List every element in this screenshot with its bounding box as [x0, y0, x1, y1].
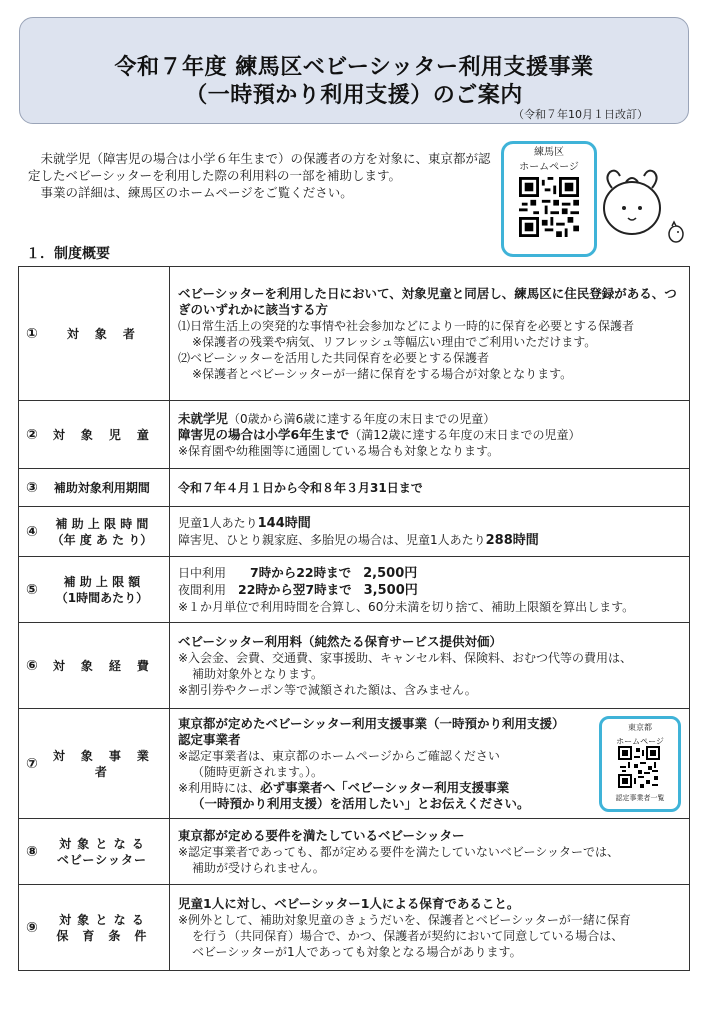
- row-content-4: [170, 507, 690, 557]
- r4-l1-pre: 児童1人あたり: [178, 515, 258, 530]
- row-number: ④: [26, 523, 38, 540]
- intro-paragraph-1: [28, 150, 498, 184]
- r7-n2-pre: ※利用時には、: [178, 780, 261, 795]
- r6-note-1b: 補助対象外となります。: [192, 666, 324, 681]
- row-number: ⑦: [26, 755, 38, 772]
- r7-note-1b: （随時更新されます。）。: [192, 764, 324, 779]
- r5-label-1: 補 助 上 限 額: [63, 574, 141, 589]
- r9-note-1c: ベビーシッターが1人であっても対象となる場合があります。: [192, 944, 522, 959]
- r6-lead: ベビーシッター利用料（純然たる保育サービス提供対価）: [178, 633, 503, 649]
- tokyo-qr-caption-2: ホームページ: [616, 736, 664, 746]
- row-label-text: 対 象 児 童: [52, 427, 151, 442]
- row-label-7: [19, 709, 170, 819]
- r2-a-bold: 未就学児: [178, 410, 229, 426]
- r7-note-1: ※認定事業者は、東京都のホームページからご確認ください: [178, 748, 500, 763]
- row-number: ②: [26, 426, 38, 443]
- row-label-text: 補助対象利用期間: [53, 480, 150, 495]
- qr-code-icon[interactable]: [519, 177, 579, 237]
- row-number: ①: [26, 325, 38, 342]
- r4-label-1: 補 助 上 限 時 間: [55, 516, 149, 531]
- row-content-9: [170, 885, 690, 971]
- r5-day: [178, 565, 681, 582]
- r9-lead: 児童1人に対し、ベビーシッター1人による保育であること。: [178, 895, 520, 911]
- row-content-5: [170, 557, 690, 623]
- table-row: [19, 267, 690, 401]
- r5-night: [178, 582, 681, 599]
- r1-line-3: ⑵ベビーシッターを活用した共同保育を必要とする保護者: [178, 350, 490, 365]
- r7-note-2b: （一時預かり利用支援）を活用したい」とお伝えください。: [192, 795, 530, 811]
- row-number: ⑨: [26, 919, 38, 936]
- row-label-4: [19, 507, 170, 557]
- intro-text: [28, 150, 498, 201]
- r4-label-2: （年 度 あ た り）: [51, 532, 153, 547]
- r3-text: 令和７年４月１日から令和８年３月31日まで: [170, 469, 690, 507]
- row-label-text: 対 象 者: [66, 326, 137, 341]
- row-label-text: [44, 836, 160, 868]
- row-content-7: [170, 709, 690, 819]
- row-label-6: [19, 623, 170, 709]
- r7-lead-1: 東京都が定めたベビーシッター利用支援事業（一時預かり利用支援）: [178, 715, 565, 731]
- r6-note-2: ※割引券やクーポン等で減額された額は、含みません。: [178, 682, 477, 697]
- r9-note-1: ※例外として、補助対象児童のきょうだいを、保護者とベビーシッターが一緒に保育: [178, 912, 631, 927]
- row-label-text: [44, 516, 160, 548]
- table-row: [19, 469, 690, 507]
- r6-note-1: ※入会金、会費、交通費、家事援助、キャンセル料、保険料、おむつ代等の費用は、: [178, 650, 633, 665]
- row-label-2: [19, 401, 170, 469]
- table-row: [19, 507, 690, 557]
- row-label-1: [19, 267, 170, 401]
- row-content-1: [170, 267, 690, 401]
- row-number: ⑤: [26, 581, 38, 598]
- row-number: ⑧: [26, 843, 38, 860]
- r1-line-4: ※保護者とベビーシッターが一緒に保育をする場合が対象となります。: [192, 366, 573, 381]
- qr-code-icon[interactable]: [618, 746, 660, 788]
- r5-label-2: （1時間あたり）: [55, 590, 149, 605]
- row-content-2: [170, 401, 690, 469]
- row-label-8: [19, 819, 170, 885]
- r2-line-2: [178, 427, 681, 443]
- r7-n2-bold: 必ず事業者へ「ベビーシッター利用支援事業: [260, 779, 510, 795]
- r5-night-time: 22時から翌7時まで: [238, 581, 352, 597]
- page-title: 令和７年度 練馬区ベビーシッター利用支援事業: [114, 55, 594, 80]
- ward-qr-caption-1: 練馬区: [534, 147, 564, 158]
- intro-p2: 事業の詳細は、練馬区のホームページをご覧ください。: [40, 185, 353, 200]
- row-content-6: [170, 623, 690, 709]
- r9-note-1b: を行う（共同保育）場合で、かつ、保護者が契約において同意している場合は、: [192, 928, 624, 943]
- r5-night-amount: 3,500円: [363, 582, 418, 598]
- title-box: [19, 17, 689, 124]
- r2-note: ※保育園や幼稚園等に通園している場合も対象となります。: [178, 443, 500, 458]
- tokyo-qr-card[interactable]: [599, 716, 681, 812]
- row-label-text: 対 象 経 費: [52, 658, 151, 673]
- table-row: [19, 401, 690, 469]
- r5-day-time: 7時から22時まで: [250, 564, 352, 580]
- table-row: [19, 885, 690, 971]
- r2-b-rest: （満12歳に達する年度の末日までの児童）: [349, 427, 581, 442]
- row-label-5: [19, 557, 170, 623]
- r4-l2-pre: 障害児、ひとり親家庭、多胎児の場合は、児童1人あたり: [178, 532, 486, 547]
- overview-table: [18, 266, 690, 971]
- table-row: [19, 557, 690, 623]
- r8-note-1: ※認定事業者であっても、都が定める要件を満たしていないベビーシッターでは、: [178, 844, 619, 859]
- ward-qr-card[interactable]: [501, 141, 597, 257]
- r7-lead-2: 認定事業者: [178, 731, 241, 747]
- row-number: ③: [26, 479, 38, 496]
- tokyo-qr-footer: 認定事業者一覧: [615, 793, 665, 802]
- r5-day-label: 日中利用: [178, 565, 227, 580]
- row-label-text: [44, 574, 160, 606]
- tokyo-qr-caption-1: 東京都: [628, 722, 652, 732]
- r4-l1-val: 144時間: [257, 515, 311, 531]
- r9-label-2: 保 育 条 件: [56, 928, 148, 943]
- intro-paragraph-2: [28, 184, 498, 201]
- r1-line-2: ※保護者の残業や病気、リフレッシュ等幅広い理由でご利用いただけます。: [192, 334, 597, 349]
- table-row: [19, 819, 690, 885]
- ward-qr-caption-2: ホームページ: [519, 162, 579, 173]
- r4-line-1: [178, 515, 681, 532]
- row-label-3: [19, 469, 170, 507]
- row-label-9: [19, 885, 170, 971]
- r1-lead: ベビーシッターを利用した日において、対象児童と同居し、練馬区に住民登録がある、つぎのいずれかに該当する方: [178, 285, 677, 317]
- row-content-8: [170, 819, 690, 885]
- page-subtitle: （一時預かり利用支援）のご案内: [185, 83, 523, 108]
- section-heading: １．制度概要: [26, 246, 110, 262]
- mascot-illustration: [600, 168, 690, 248]
- r4-line-2: [178, 532, 681, 549]
- r2-a-rest: （0歳から満6歳に達する年度の末日までの児童）: [228, 411, 496, 426]
- row-label-text: 対 象 事 業 者: [52, 748, 165, 779]
- r8-lead: 東京都が定める要件を満たしているベビーシッター: [178, 827, 465, 843]
- r5-note: ※１か月単位で利用時間を合算し、60分未満を切り捨て、補助上限額を算出します。: [178, 599, 635, 614]
- r5-day-amount: 2,500円: [363, 565, 418, 581]
- r8-label-2: ベビーシッター: [56, 852, 147, 867]
- r5-night-label: 夜間利用: [178, 582, 227, 597]
- r2-line-1: [178, 411, 681, 427]
- r1-line-1: ⑴日常生活上の突発的な事情や社会参加などにより一時的に保育を必要とする保護者: [178, 318, 635, 333]
- row-label-text: [44, 912, 160, 944]
- r4-l2-val: 288時間: [485, 532, 539, 548]
- table-row: [19, 709, 690, 819]
- r2-b-bold: 障害児の場合は小学6年生まで: [178, 426, 350, 442]
- table-row: [19, 623, 690, 709]
- r8-note-1b: 補助が受けられません。: [192, 860, 325, 875]
- r9-label-1: 対 象 と な る: [59, 912, 145, 927]
- revision-note: （令和７年10月１日改訂）: [513, 108, 648, 121]
- row-number: ⑥: [26, 657, 38, 674]
- intro-p1: 未就学児（障害児の場合は小学６年生まで）の保護者の方を対象に、東京都が認定したベビーシッターを利用した際の利用料の一部を補助します。: [28, 151, 491, 183]
- r8-label-1: 対 象 と な る: [59, 836, 145, 851]
